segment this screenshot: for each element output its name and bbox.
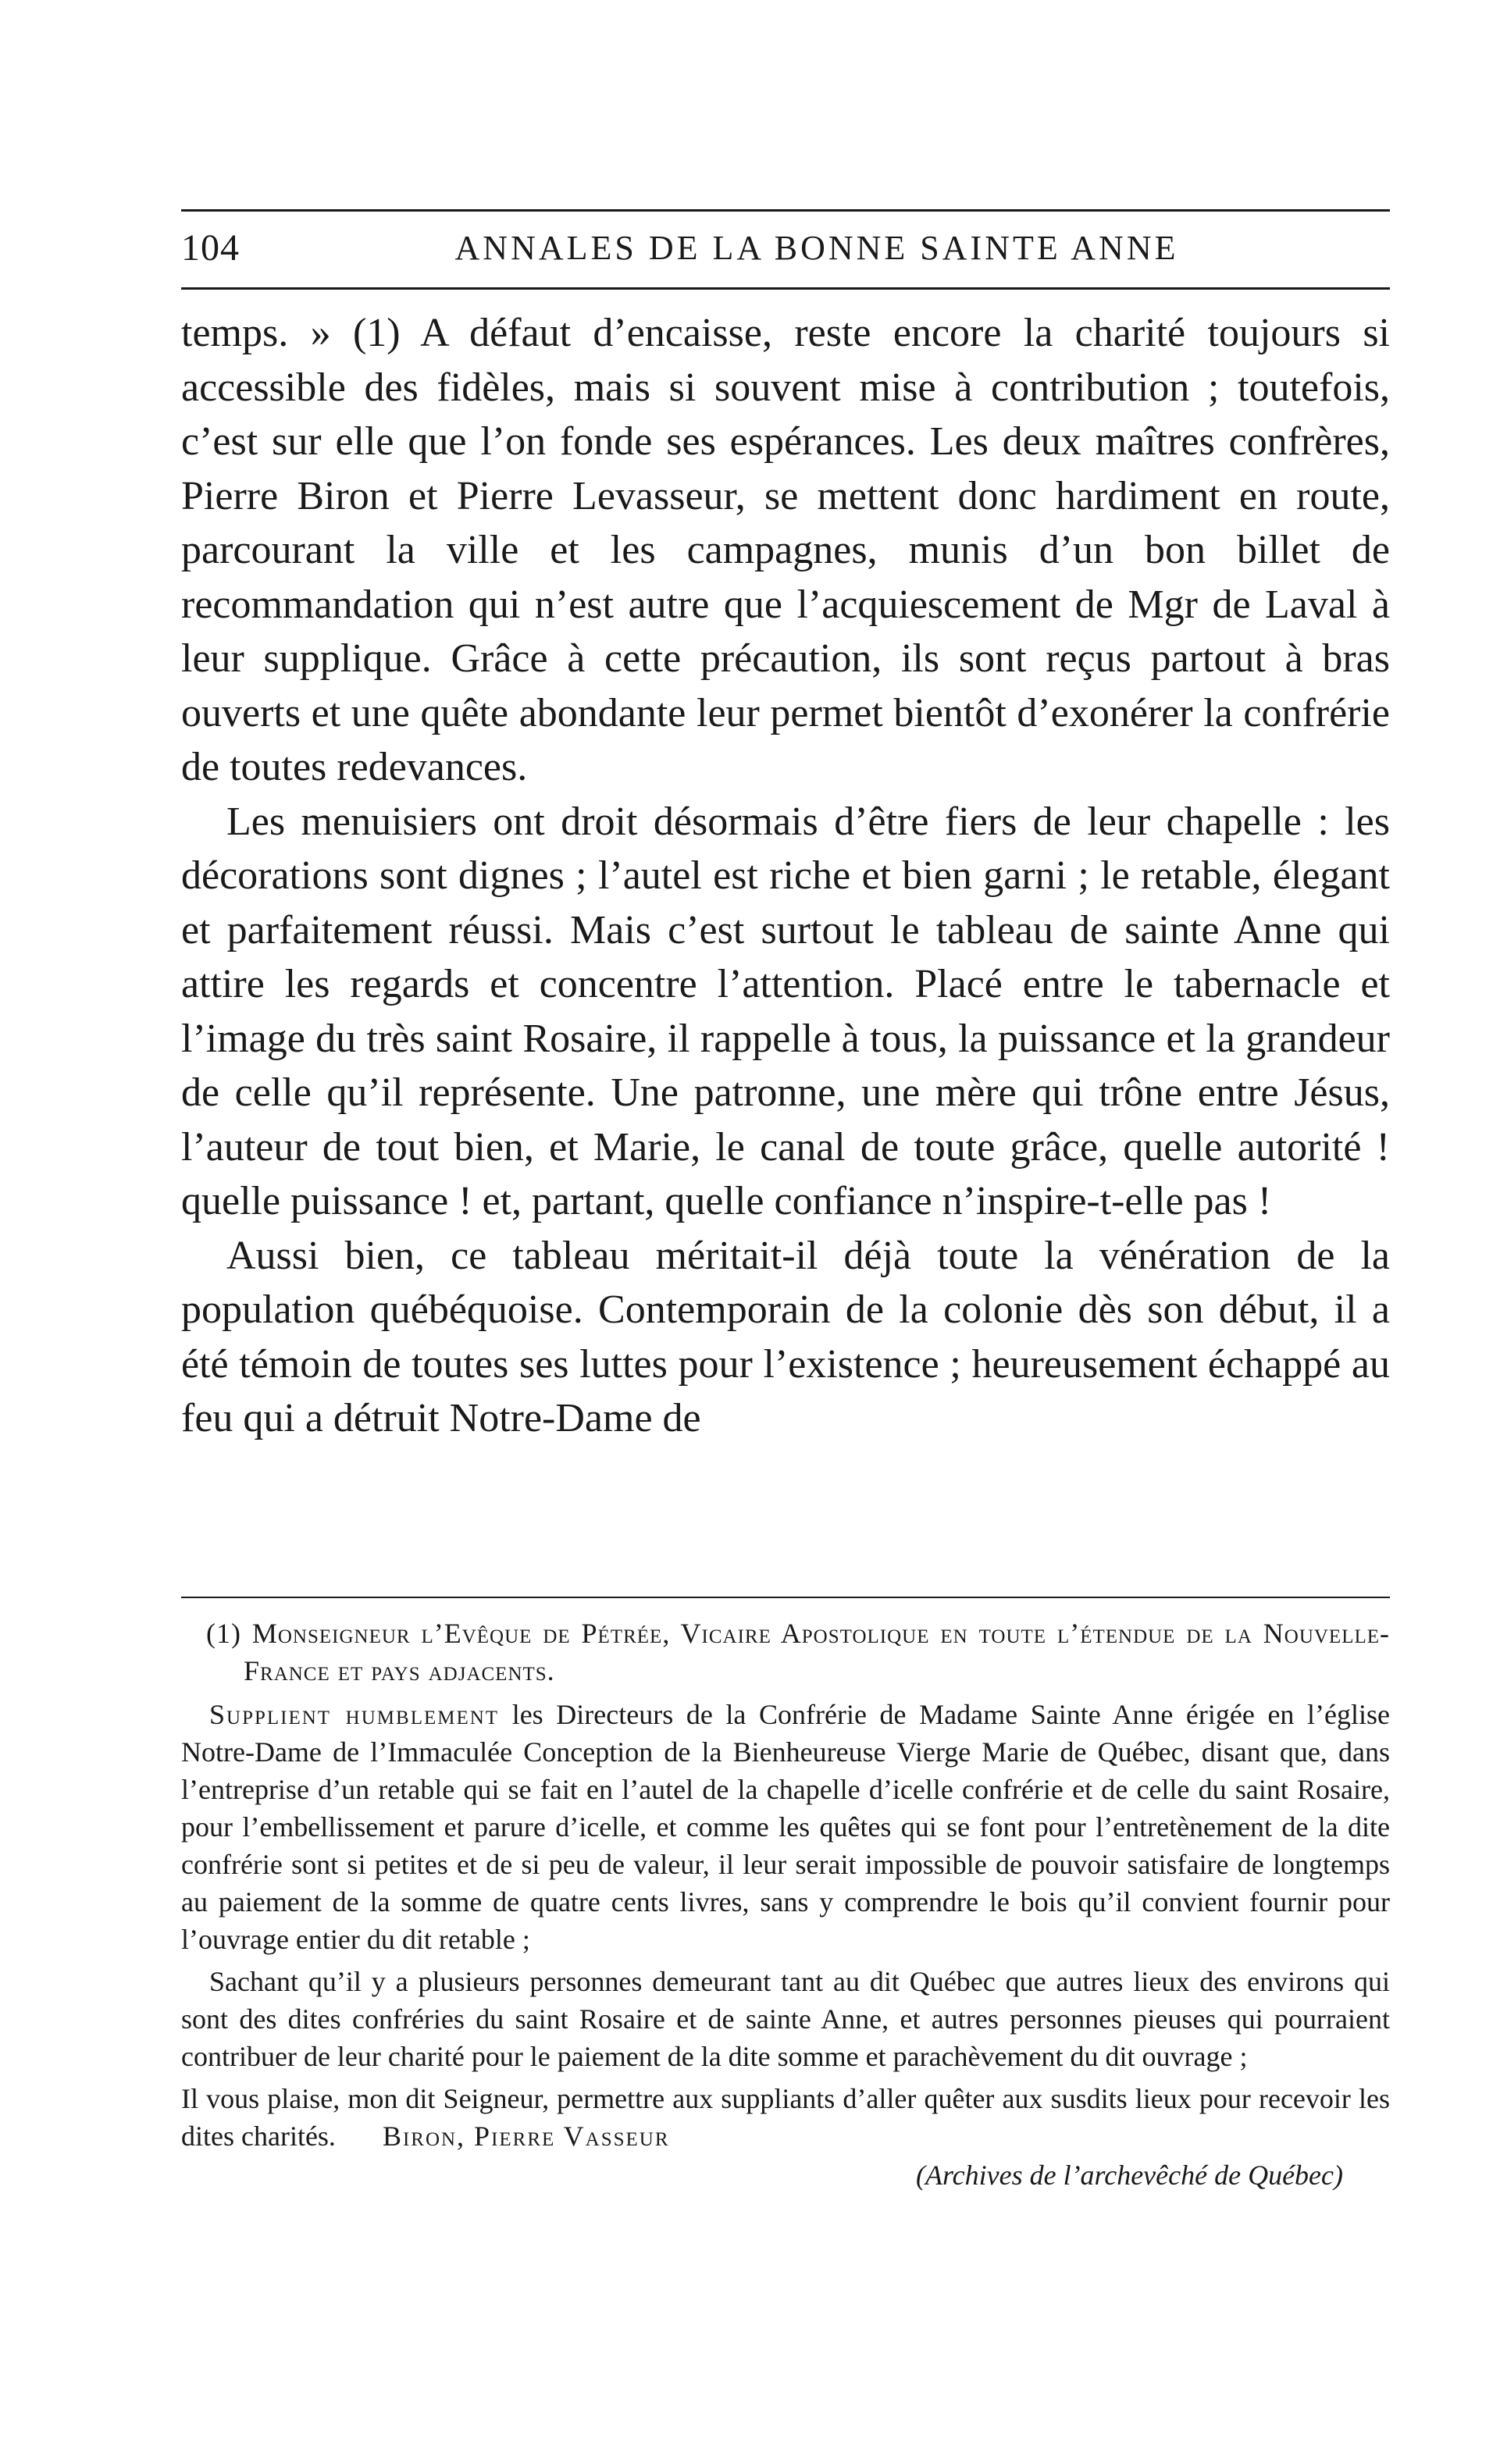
footnote-paragraph: Sachant qu’il y a plusieurs personnes demeurant tant au dit Québec que autres lieux des environs qui sont des dites confréries du saint Rosaire et de sainte Anne, et autres personnes pieuses qui pourraient contribuer de leur charité pour le paiement de la dite somme et parachèvement du dit ouvrage ; (181, 1966, 1390, 2072)
page-number: 104 (181, 227, 240, 269)
footnote-closing (181, 2080, 1390, 2155)
footnote-text: les Directeurs de la Confrérie de Madame Sainte Anne érigée en l’église Notre-Dame de l’Immaculée Conception de la Bienheureuse Vierge Marie de Québec, disant que, dans l’entreprise d’un retable qui se fait en l’autel de la chapelle d’icelle confrérie et de celle du saint Rosaire, pour l’embellissement et parure d’icelle, et comme les quêtes qui se font pour l’entretènement de la dite confrérie sont si petites et de si peu de valeur, il leur serait impossible de pouvoir satisfaire de longtemps au paiement de la somme de quatre cents livres, sans y comprendre le bois qu’il convient fournir pour l’ouvrage entier du dit retable ; (181, 1699, 1390, 1955)
body-paragraph: temps. » (1) A défaut d’encaisse, reste encore la charité toujours si accessible des fidèles, mais si souvent mise à contribution ; toutefois, c’est sur elle que l’on fonde ses espérances. Les deux maîtres confrères, Pierre Biron et Pierre Levasseur, se mettent donc hardiment en route, parcourant la ville et les campagnes, munis d’un bon billet de recommandation qui n’est autre que l’acquiescement de Mgr de Laval à leur supplique. Grâce à cette précaution, ils sont reçus partout à bras ouverts et une quête abondante leur permet bientôt d’exonérer la confrérie de toutes redevances. (181, 311, 1390, 789)
running-title: ANNALES DE LA BONNE SAINTE ANNE (454, 229, 1179, 267)
signature: Biron, Pierre Vasseur (382, 2120, 670, 2152)
body-paragraph: Aussi bien, ce tableau méritait-il déjà toute la vénération de la population québéquoise. Contemporain de la colonie dès son début, il a été témoin de toutes ses luttes pour l’existence ; heureusement échappé au feu qui a détruit Notre-Dame de (181, 1233, 1390, 1440)
archive-source: (Archives de l’archevêché de Québec) (915, 2160, 1343, 2191)
footnote-lead: Supplient humblement (209, 1699, 500, 1730)
header-rule (181, 287, 1390, 290)
footnote-text: Il vous plaise, mon dit Seigneur, permettre aux suppliants d’aller quêter aux susdits lieux pour recevoir les dites charités. (181, 2083, 1390, 2152)
footnote-rule (181, 1597, 1390, 1598)
footnote-paragraph (181, 1696, 1390, 1958)
footnote (181, 1615, 1390, 2194)
body-paragraph: Les menuisiers ont droit désormais d’être fiers de leur chapelle : les décorations sont dignes ; l’autel est riche et bien garni ; le retable, élegant et parfaitement réussi. Mais c’est surtout le tableau de sainte Anne qui attire les regards et concentre l’attention. Placé entre le tabernacle et l’image du très saint Rosaire, il rappelle à tous, la puissance et la grandeur de celle qu’il représente. Une patronne, une mère qui trône entre Jésus, l’auteur de tout bien, et Marie, le canal de toute grâce, quelle autorité ! quelle puissance ! et, partant, quelle confiance n’inspire-t-elle pas ! (181, 799, 1390, 1223)
main-text (181, 306, 1390, 1446)
footnote-heading: (1) Monseigneur l’Evêque de Pétrée, Vicaire Apostolique en toute l’étendue de la Nouvelle-France et pays adjacents. (206, 1618, 1390, 1686)
top-rule (181, 209, 1390, 212)
running-head (181, 220, 1390, 283)
